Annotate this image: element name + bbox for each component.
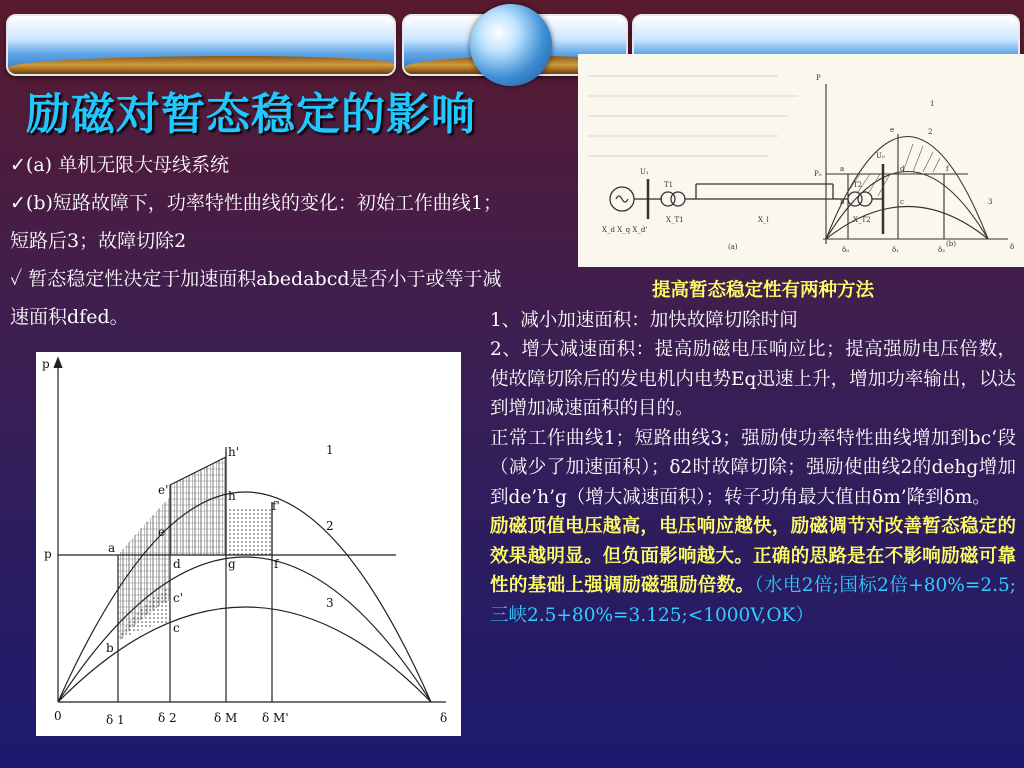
label-xd: X_d X_q X_d' <box>602 226 648 234</box>
bullet-item: ✓(b)短路故障下，功率特性曲线的变化：初始工作曲线1；短路后3；故障切除2 <box>10 192 502 252</box>
check-icon: ✓ <box>10 154 26 176</box>
circuit-figure-svg <box>578 54 1024 267</box>
point-c: c <box>173 621 180 635</box>
bullet-item: ✓(a) 单机无限大母线系统 <box>10 154 230 176</box>
point-f: f <box>274 557 279 571</box>
point-c-prime: c' <box>173 591 184 605</box>
point-a: a <box>108 541 116 555</box>
power-angle-svg <box>36 352 461 736</box>
curve-label-2: 2 <box>326 519 334 533</box>
tick-delta-1: δ 1 <box>106 713 125 727</box>
point-h-prime: h' <box>228 445 240 459</box>
method-1: 1、减小加速面积：加快故障切除时间 <box>490 309 798 331</box>
axis-label-p: p <box>42 357 50 371</box>
mini-curve-3: 3 <box>988 198 993 206</box>
point-e-prime: e' <box>158 483 169 497</box>
curve-label-1: 1 <box>326 443 334 457</box>
label-u1: U₁ <box>640 168 649 176</box>
mini-point-b: b <box>840 198 845 206</box>
point-g: g <box>228 557 236 571</box>
mini-point-e: e <box>890 126 895 134</box>
label-p-level: p <box>44 547 52 561</box>
label-u0: U₀ <box>876 152 885 160</box>
tick-delta-m: δ M <box>214 711 238 725</box>
mini-curve-1: 1 <box>930 100 935 108</box>
circuit-and-curve-figure <box>578 54 1024 267</box>
conclusion <box>490 512 1016 630</box>
point-f-prime: f' <box>272 499 280 513</box>
label-xt1: X_T1 <box>666 216 684 224</box>
methods-panel <box>490 276 1016 630</box>
point-e: e <box>158 525 166 539</box>
curve-explanation: 正常工作曲线1；短路曲线3；强励使功率特性曲线增加到bc‘段（减少了加速面积）；δ2时故障切除；强励使曲线2的dehg增加到de’h’g（增大减速面积）；转子功角最大值由δm’降到δm。 <box>490 427 1016 508</box>
point-d: d <box>173 557 181 571</box>
label-xt2: X_T2 <box>853 216 871 224</box>
bullet-list <box>10 146 510 336</box>
check-icon: ✓ <box>10 268 23 290</box>
power-angle-diagram <box>36 352 461 736</box>
globe-icon <box>470 4 552 86</box>
method-2: 2、增大减速面积：提高励磁电压响应比；提高强励电压倍数，使故障切除后的发电机内电势Eq迅速上升，增加功率输出，以达到增加减速面积的目的。 <box>490 339 1016 419</box>
mini-axis-p: P <box>816 74 821 82</box>
slide-title: 励磁对暂态稳定的影响 <box>26 89 476 140</box>
methods-heading: 提高暂态稳定性有两种方法 <box>651 280 874 301</box>
header-banner-left <box>6 14 396 76</box>
mini-p0: P₀ <box>814 170 822 178</box>
tick-delta-m-prime: δ M' <box>262 711 289 725</box>
curve-label-3: 3 <box>326 596 334 610</box>
origin-label: 0 <box>54 709 62 723</box>
label-t1: T1 <box>664 181 674 189</box>
label-xl: X_l <box>758 216 769 224</box>
point-b: b <box>106 641 114 655</box>
mini-tick-d1: δ₁ <box>892 246 900 254</box>
axis-label-delta: δ <box>440 711 448 725</box>
mini-point-f: f <box>946 165 949 173</box>
bullet-item: ✓ 暂态稳定性决定于加速面积abedabcd是否小于或等于减速面积dfed。 <box>10 268 502 328</box>
check-icon: ✓ <box>10 192 26 214</box>
mini-point-d: d <box>900 165 905 173</box>
mini-curve-2: 2 <box>928 128 933 136</box>
mini-tick-d2: δ₂ <box>938 246 946 254</box>
mini-point-c: c <box>900 198 904 206</box>
label-a: (a) <box>728 243 738 251</box>
label-t2: T2 <box>853 181 863 189</box>
label-b: (b) <box>946 240 956 248</box>
mini-axis-delta: δ <box>1010 243 1015 251</box>
mini-point-a: a <box>840 165 845 173</box>
point-h: h <box>228 489 236 503</box>
tick-delta-2: δ 2 <box>158 711 177 725</box>
mini-tick-d0: δ₀ <box>842 246 850 254</box>
conclusion-note: （水电2倍;国标2倍+80%=2.5;三峡2.5+80%=3.125;<1000V,OK） <box>490 575 1016 626</box>
conclusion-emphasis: 励磁顶值电压越高，电压响应越快，励磁调节对改善暂态稳定的效果越明显。但负面影响越大。正确的思路是在不影响励磁可靠性的基础上强调励磁强励倍数。 <box>490 516 1016 596</box>
